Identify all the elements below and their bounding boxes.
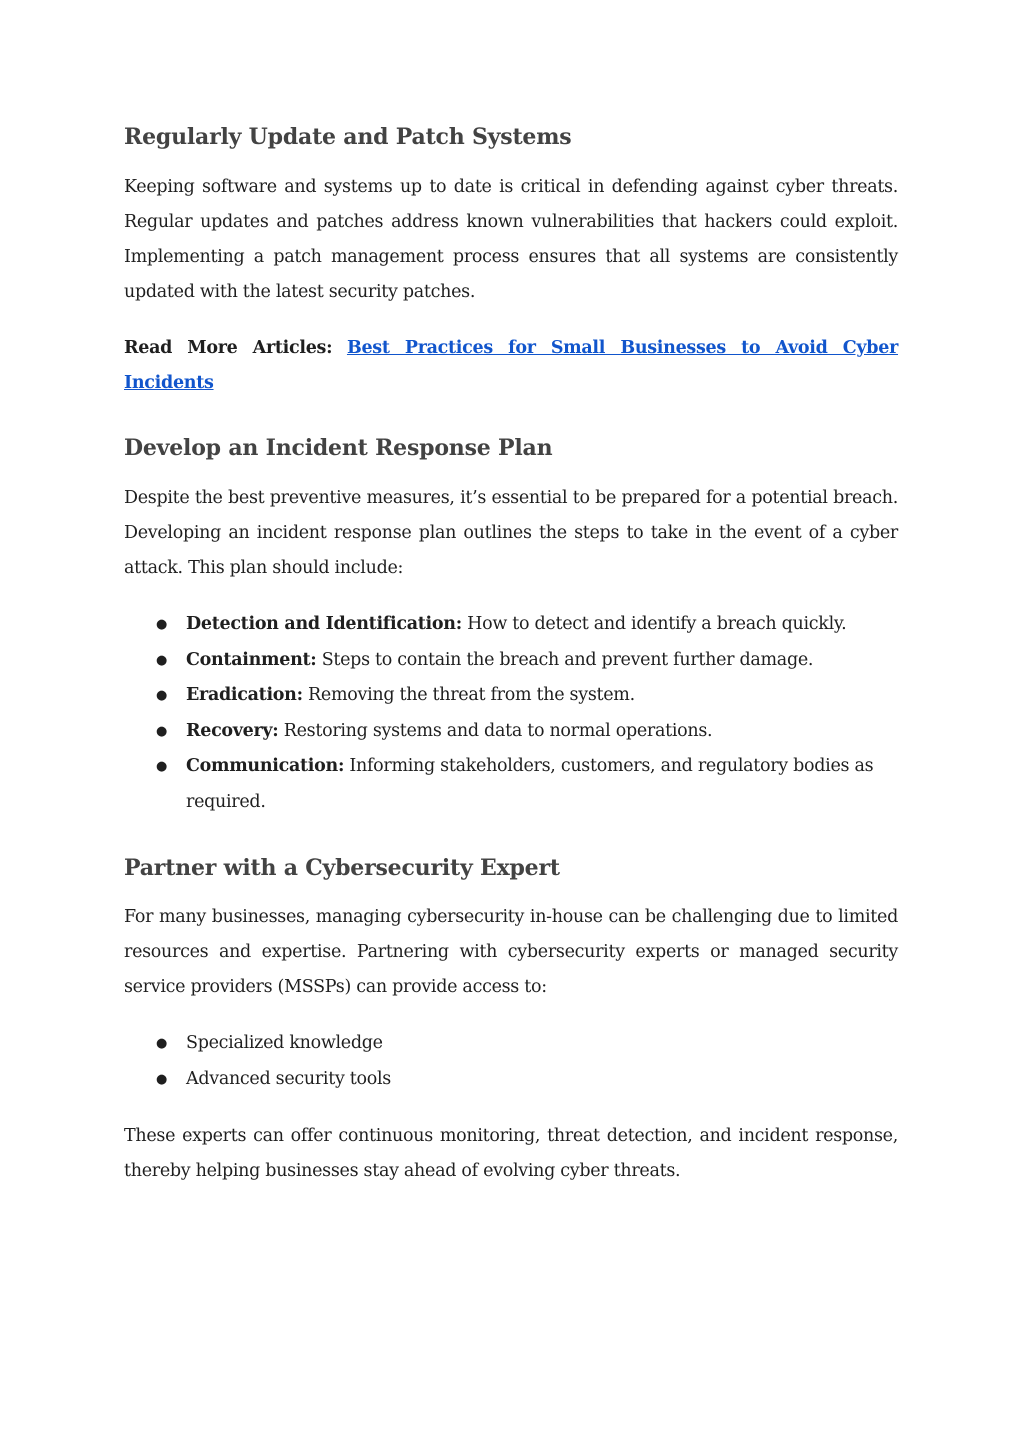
bullet-icon: ● — [156, 617, 168, 632]
bullet-icon: ● — [156, 1071, 168, 1087]
list-item — [124, 714, 898, 750]
read-more-link[interactable]: Best Practices for Small Businesses to Avoid Cyber Incidents — [124, 338, 898, 393]
paragraph-incident-response: Despite the best preventive measures, it’s essential to be prepared for a potential breach. Developing an incident response plan outlines the steps to take in the event of a cyber attack. This plan should include: — [124, 488, 898, 578]
paragraph-partner-expert: For many businesses, managing cybersecurity in-house can be challenging due to limited resources and expertise. Partnering with cybersecurity experts or managed security service providers (MSSPs) can provide access to: — [124, 907, 898, 997]
list-item-term: Containment: — [186, 649, 317, 670]
list-item-term: Eradication: — [186, 685, 303, 705]
list-item-text: Removing the threat from the system. — [308, 685, 635, 705]
list-item-text: Advanced security tools — [186, 1068, 391, 1089]
list-item-text: Steps to contain the breach and prevent further damage. — [321, 649, 814, 670]
incident-plan-list — [124, 607, 898, 820]
list-item — [124, 607, 898, 643]
bullet-icon: ● — [156, 759, 168, 774]
list-item — [124, 749, 898, 820]
list-item-text: Restoring systems and data to normal operations. — [283, 720, 713, 741]
bullet-icon: ● — [156, 1036, 168, 1051]
list-item — [124, 1026, 898, 1062]
paragraph-closing: These experts can offer continuous monitoring, threat detection, and incident response, thereby helping businesses stay ahead of evolving cyber threats. — [124, 1126, 898, 1181]
list-item-term: Detection and Identification: — [186, 614, 462, 634]
list-item-term: Recovery: — [186, 720, 279, 741]
bullet-icon: ● — [156, 688, 168, 703]
expert-benefits-list — [124, 1026, 898, 1097]
list-item-text: Specialized knowledge — [186, 1033, 383, 1053]
read-more — [124, 331, 898, 401]
list-item-text: How to detect and identify a breach quickly. — [467, 614, 847, 634]
heading-update-patch: Regularly Update and Patch Systems — [124, 124, 572, 150]
bullet-icon: ● — [156, 652, 168, 668]
bullet-icon: ● — [156, 723, 168, 739]
list-item — [124, 1062, 898, 1098]
list-item-term: Communication: — [186, 756, 345, 776]
list-item — [124, 678, 898, 714]
list-item-text: Informing stakeholders, customers, and regulatory bodies as required. — [186, 756, 874, 812]
list-item — [124, 643, 898, 679]
paragraph-update-patch: Keeping software and systems up to date is critical in defending against cyber threats. Regular updates and patches address known vulnerabilities that hackers could exploit. Implementing a patch management process ensures that all systems are consistently updated with the latest security patches. — [124, 177, 898, 302]
heading-incident-response: Develop an Incident Response Plan — [124, 435, 553, 461]
heading-partner-expert: Partner with a Cybersecurity Expert — [124, 855, 560, 881]
read-more-label: Read More Articles: — [124, 338, 333, 358]
